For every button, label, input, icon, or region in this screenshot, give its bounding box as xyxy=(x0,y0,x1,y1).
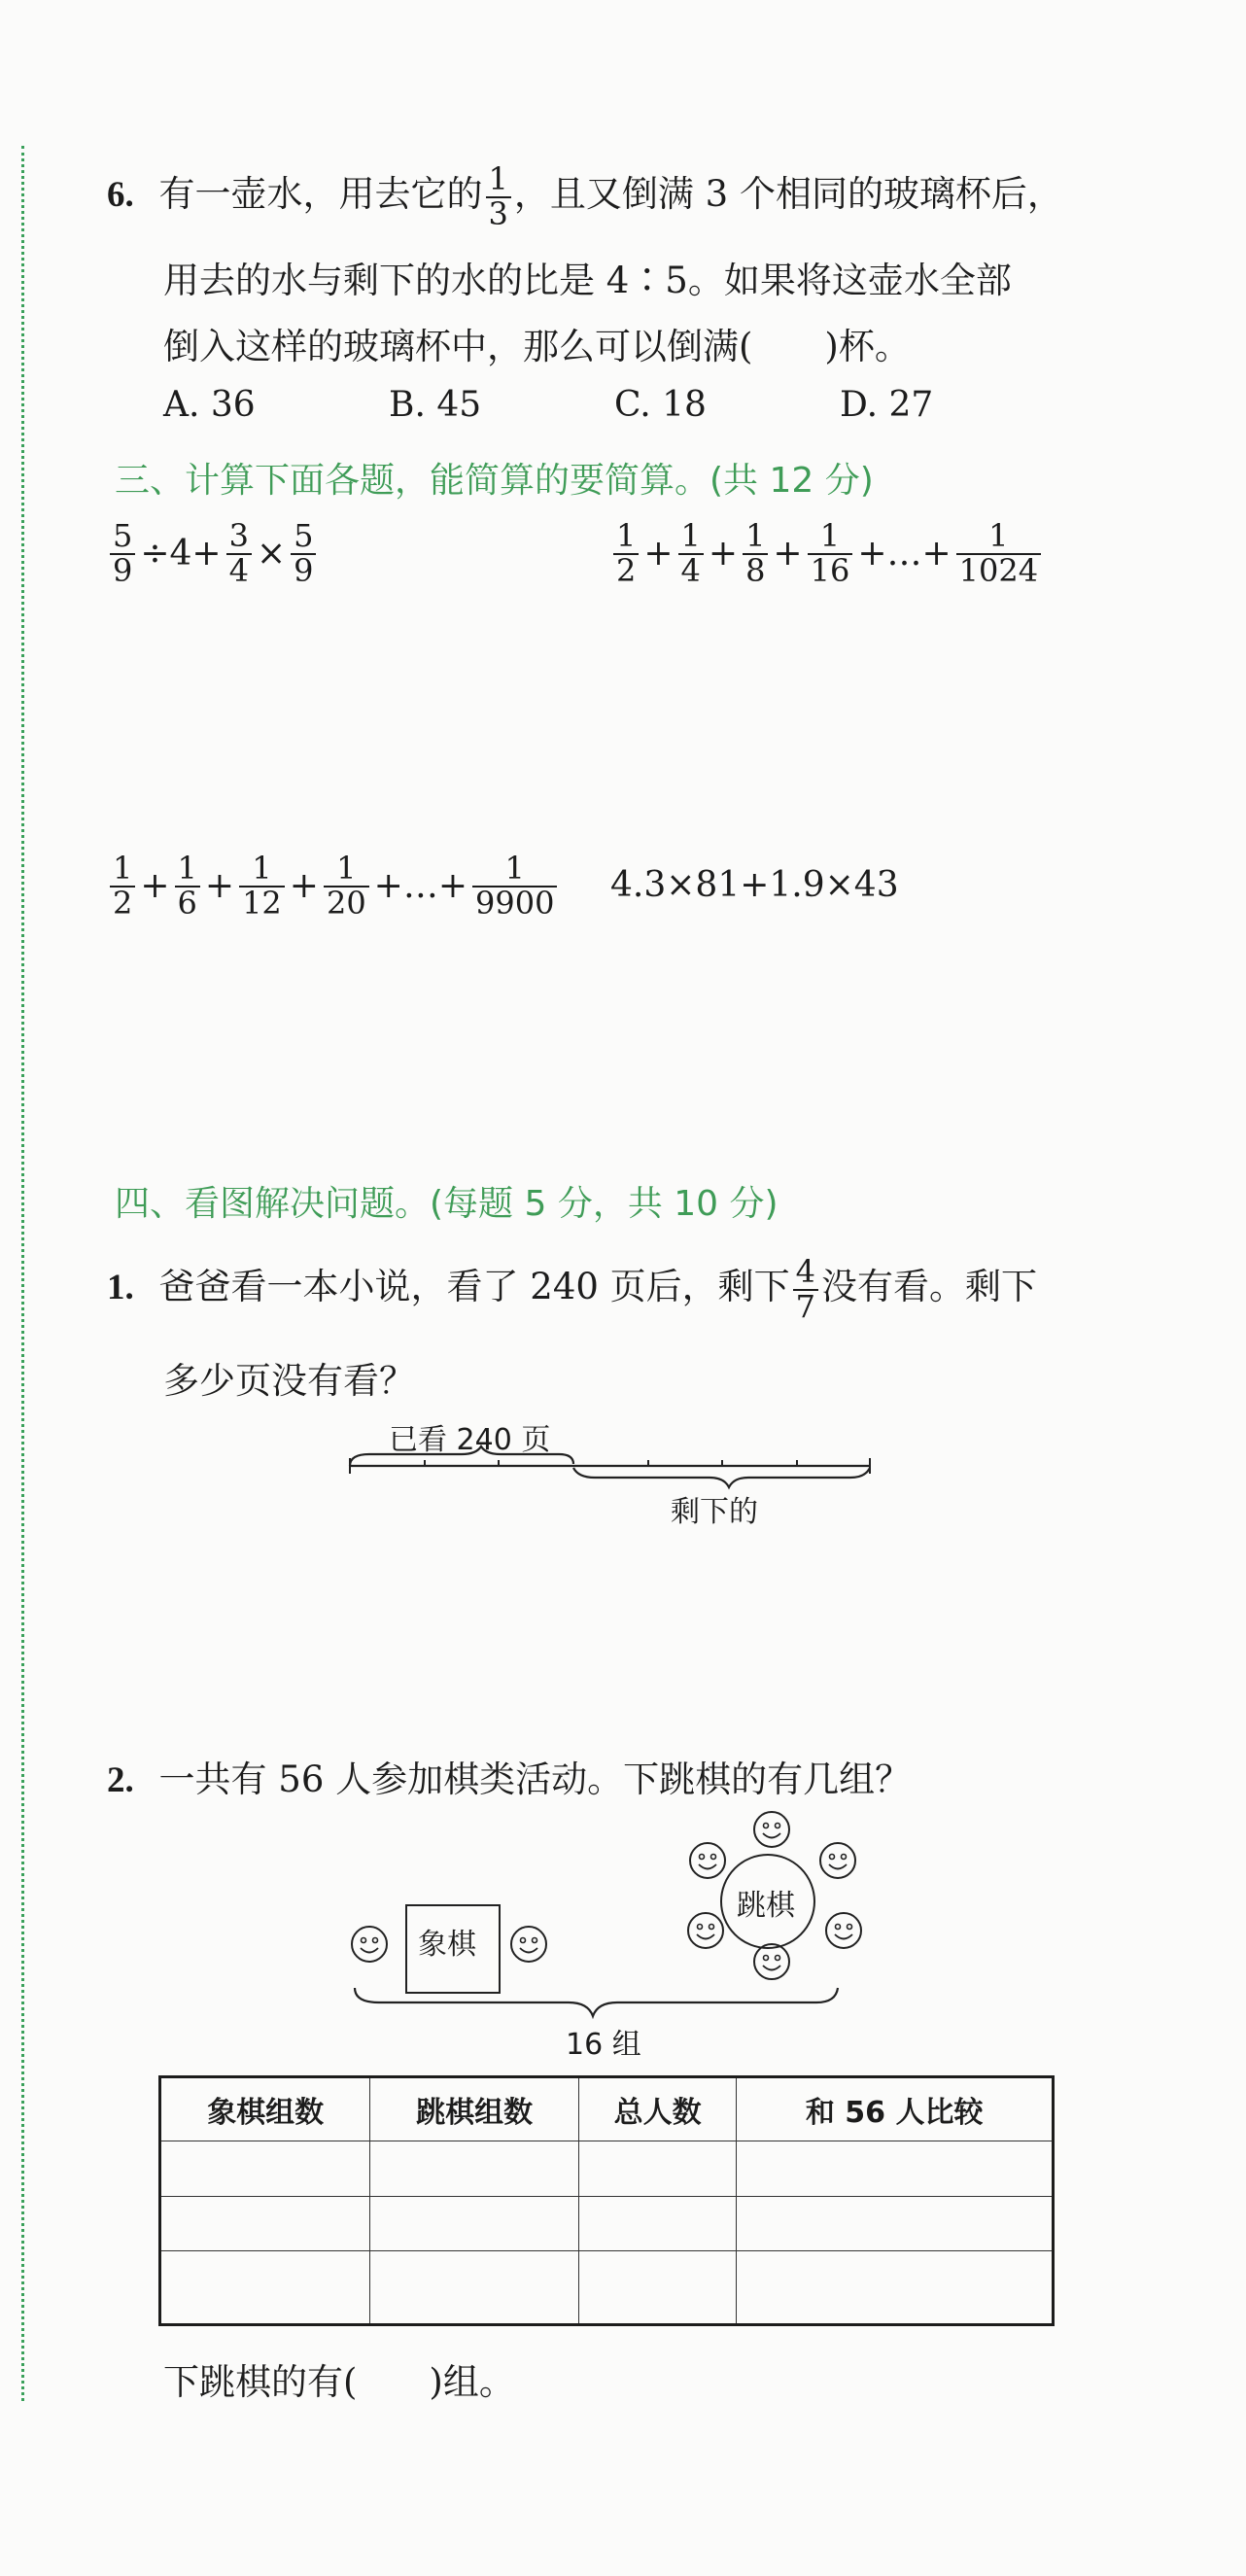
q6-number: 6. xyxy=(107,175,134,216)
q6-option-c[interactable]: C. 18 xyxy=(614,385,707,425)
col-header-compare: 和 56 人比较 xyxy=(737,2077,1054,2141)
smiley-face-icon xyxy=(690,1843,725,1878)
table-row xyxy=(160,2196,1054,2251)
expr4: 4.3×81+1.9×43 xyxy=(610,865,899,905)
p2-answer-line: 下跳棋的有( )组。 xyxy=(163,2361,515,2403)
table-cell[interactable] xyxy=(737,2196,1054,2251)
smiley-face-icon xyxy=(754,1812,789,1847)
table-cell[interactable] xyxy=(160,2251,370,2325)
table-cell[interactable] xyxy=(160,2141,370,2197)
table-cell[interactable] xyxy=(737,2141,1054,2197)
section3-title: 三、计算下面各题，能简算的要简算。(共 12 分) xyxy=(115,461,874,501)
table-cell[interactable] xyxy=(370,2196,579,2251)
expr3: $\frac{1}{2}$ + $\frac{1}{6}$ + $\frac{1}{12}$ + $\frac{1}{20}$ +…+ $\frac{1}{9900}$ xyxy=(107,853,560,920)
q6-text-b: ，且又倒满 3 个相同的玻璃杯后， xyxy=(513,173,1063,216)
table-cell[interactable] xyxy=(737,2251,1054,2325)
q6-text-a: 有一壶水，用去它的 xyxy=(158,173,483,216)
p1-fraction: $\frac{4}{7}$ xyxy=(793,1256,818,1323)
table-cell[interactable] xyxy=(579,2141,737,2197)
groups-label: 16 组 xyxy=(566,2028,641,2062)
label-remaining: 剩下的 xyxy=(671,1495,758,1529)
smiley-face-icon xyxy=(352,1927,387,1962)
section4-title: 四、看图解决问题。(每题 5 分，共 10 分) xyxy=(115,1184,779,1224)
table-cell[interactable] xyxy=(370,2251,579,2325)
p1-line1: 1. 爸爸看一本小说，看了 240 页后，剩下 $\frac{4}{7}$ 没有看。剩下 xyxy=(107,1253,1038,1325)
p1-number: 1. xyxy=(107,1268,134,1308)
expr1: $\frac{5}{9}$ ÷4+ $\frac{3}{4}$ × $\frac{5}{9}$ xyxy=(107,520,319,587)
table-row xyxy=(160,2251,1054,2325)
smiley-face-icon xyxy=(826,1913,861,1948)
chess-diagram xyxy=(340,1808,884,2012)
xiangqi-label: 象棋 xyxy=(418,1928,476,1962)
q6-option-d[interactable]: D. 27 xyxy=(840,385,934,425)
q6-line3: 倒入这样的玻璃杯中，那么可以倒满( )杯。 xyxy=(163,326,911,367)
groups-brace xyxy=(350,1983,846,2022)
q6-fraction: $\frac{1}{3}$ xyxy=(486,163,511,230)
q6-line1 xyxy=(107,160,1063,232)
table-cell[interactable] xyxy=(579,2196,737,2251)
tiaoqi-label: 跳棋 xyxy=(737,1889,795,1923)
answer-table xyxy=(158,2075,1055,2326)
label-read-pages: 已看 240 页 xyxy=(389,1423,551,1457)
smiley-face-icon xyxy=(511,1927,546,1962)
table-cell[interactable] xyxy=(370,2141,579,2197)
line-segment-diagram xyxy=(340,1439,884,1497)
p2-number: 2. xyxy=(107,1760,134,1800)
p2-line: 2. 一共有 56 人参加棋类活动。下跳棋的有几组？ xyxy=(107,1758,912,1800)
smiley-face-icon xyxy=(688,1913,723,1948)
p1-line2: 多少页没有看？ xyxy=(163,1360,415,1402)
expr2: $\frac{1}{2}$ + $\frac{1}{4}$ + $\frac{1}{8}$ + $\frac{1}{16}$ +…+ $\frac{1}{1024}$ xyxy=(610,520,1044,587)
q6-option-a[interactable]: A. 36 xyxy=(163,385,256,425)
q6-option-b[interactable]: B. 45 xyxy=(389,385,482,425)
brace-read xyxy=(350,1446,573,1466)
table-cell[interactable] xyxy=(579,2251,737,2325)
smiley-face-icon xyxy=(754,1944,789,1979)
margin-dotted-line xyxy=(21,146,24,2401)
col-header-tiaoqi: 跳棋组数 xyxy=(370,2077,579,2141)
smiley-face-icon xyxy=(820,1843,855,1878)
q6-line2: 用去的水与剩下的水的比是 4∶5。如果将这壶水全部 xyxy=(163,260,1012,301)
brace-remaining xyxy=(573,1468,870,1487)
table-cell[interactable] xyxy=(160,2196,370,2251)
col-header-xiangqi: 象棋组数 xyxy=(160,2077,370,2141)
col-header-total: 总人数 xyxy=(579,2077,737,2141)
table-row xyxy=(160,2141,1054,2197)
